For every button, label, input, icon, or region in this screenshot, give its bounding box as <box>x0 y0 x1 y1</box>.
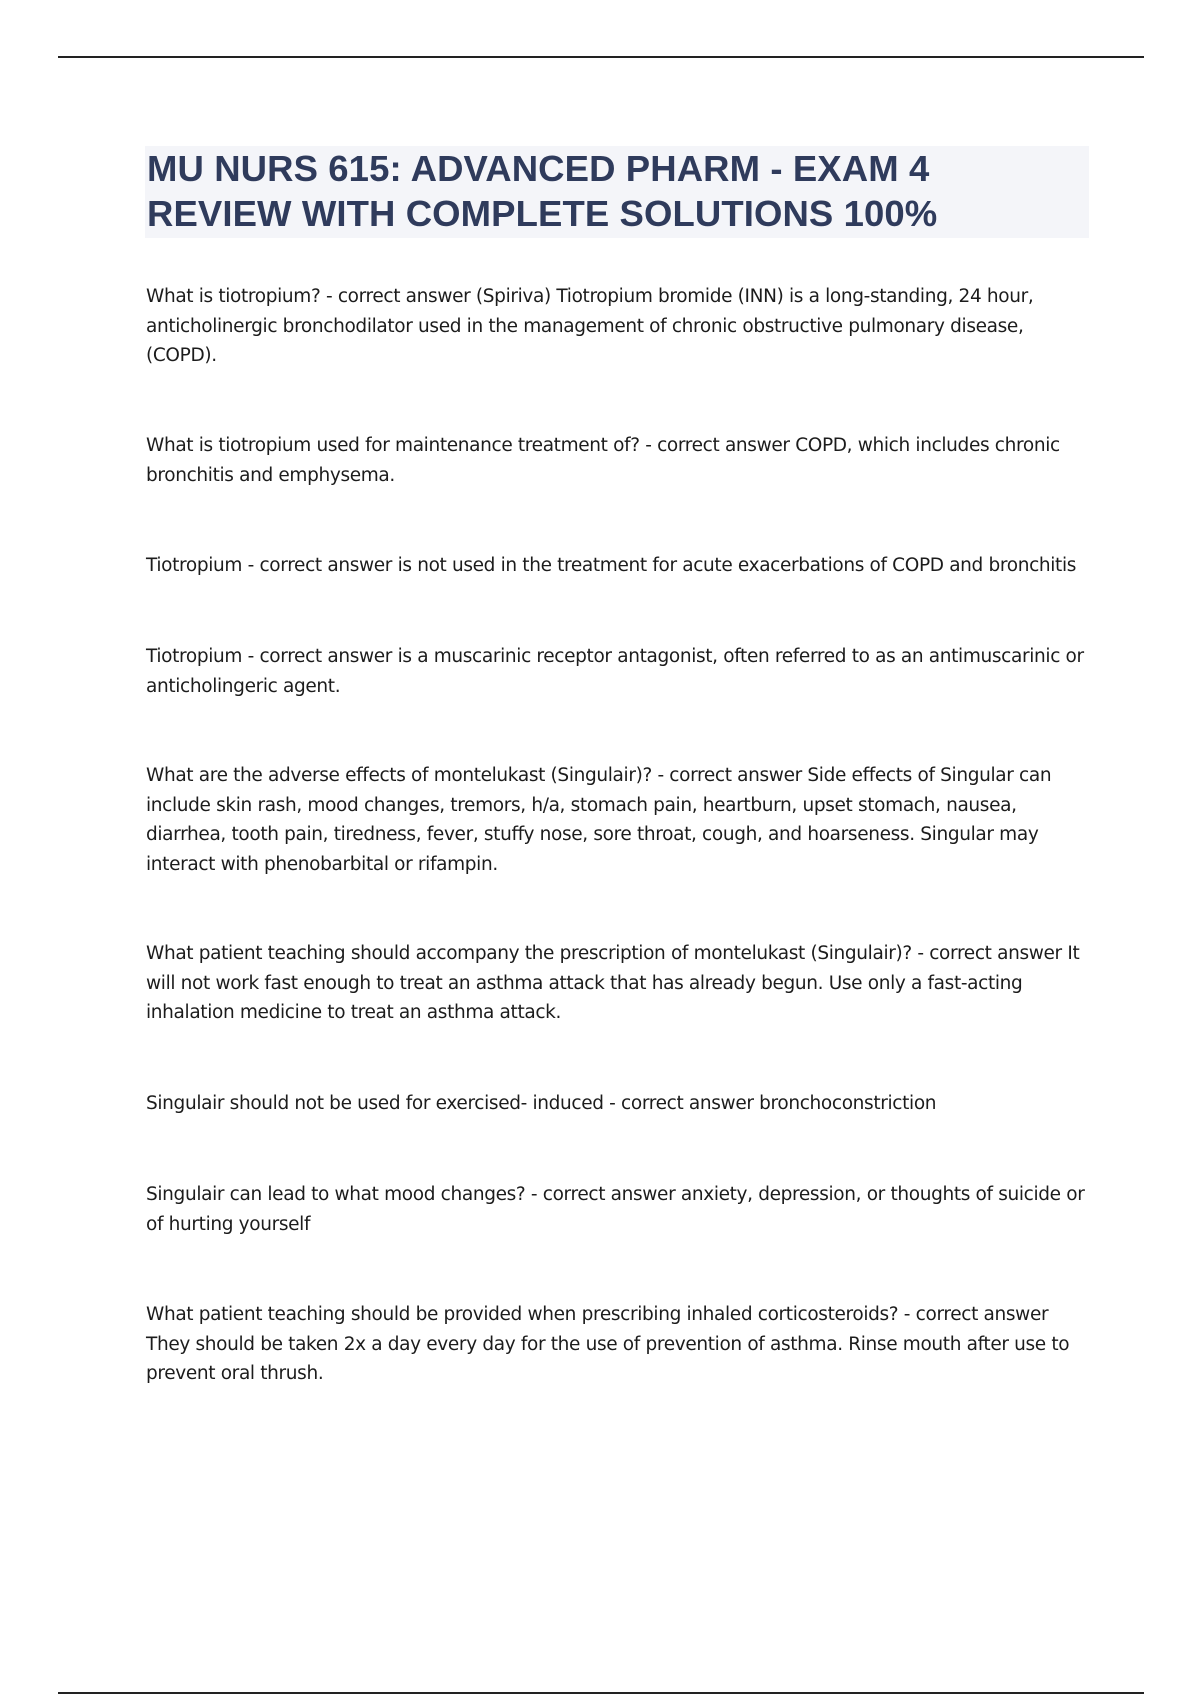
qa-item-tiotropium-maintenance: What is tiotropium used for maintenance treatment of? - correct answer COPD, which includes chronic bronchitis and emphysema. <box>146 435 1060 486</box>
title-banner <box>145 146 1089 238</box>
bottom-rule <box>58 1692 1144 1694</box>
qa-item-montelukast-adverse: What are the adverse effects of montelukast (Singulair)? - correct answer Side effects of Singular can include skin rash, mood changes, tremors, h/a, stomach pain, heartburn, upset stomach, nausea, diarrhea, tooth pain, tiredness, fever, stuffy nose, sore throat, cough, and hoarseness. Singular may interact with phenobarbital or rifampin. <box>146 765 1052 875</box>
qa-item-singulair-mood: Singulair can lead to what mood changes? - correct answer anxiety, depression, or thoughts of suicide or of hurting yourself <box>146 1184 1085 1235</box>
qa-item-inhaled-corticosteroids: What patient teaching should be provided when prescribing inhaled corticosteroids? - correct answer They should be taken 2x a day every day for the use of prevention of asthma. Rinse mouth after use to prevent oral thrush. <box>146 1304 1070 1384</box>
top-rule <box>58 56 1144 58</box>
qa-item-tiotropium: What is tiotropium? - correct answer (Spiriva) Tiotropium bromide (INN) is a long-standing, 24 hour, anticholinergic bronchodilator used in the management of chronic obstructive pulmonary disease, (COPD). <box>146 286 1034 366</box>
qa-item-tiotropium-antagonist: Tiotropium - correct answer is a muscarinic receptor antagonist, often referred to as an antimuscarinic or anticholingeric agent. <box>146 646 1084 697</box>
qa-item-montelukast-teaching: What patient teaching should accompany the prescription of montelukast (Singulair)? - correct answer It will not work fast enough to treat an asthma attack that has already begun. Use only a fast-acting inhalation medicine to treat an asthma attack. <box>146 943 1080 1023</box>
qa-item-singulair-exercise: Singulair should not be used for exercised- induced - correct answer bronchoconstriction <box>146 1093 937 1114</box>
page-title: MU NURS 615: ADVANCED PHARM - EXAM 4 REVIEW WITH COMPLETE SOLUTIONS 100% <box>147 148 938 234</box>
qa-item-tiotropium-acute: Tiotropium - correct answer is not used in the treatment for acute exacerbations of COPD and bronchitis <box>146 555 1077 576</box>
